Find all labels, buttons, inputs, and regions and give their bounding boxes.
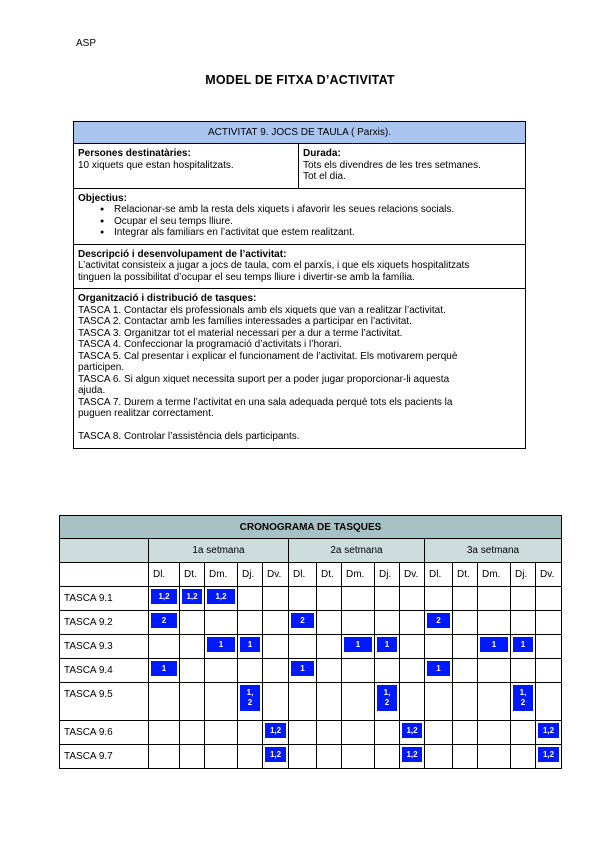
schedule-cell [511,721,536,745]
schedule-cell [205,683,238,721]
schedule-cell [180,587,205,611]
schedule-task-label: TASCA 9.6 [60,721,149,745]
schedule-cell [536,745,562,769]
schedule-cell [375,587,400,611]
schedule-cell [453,683,478,721]
schedule-cell [478,683,511,721]
schedule-cell [375,635,400,659]
schedule-cell [536,635,562,659]
task-item-continuation: puguen realitzar correctament. [78,408,214,419]
schedule-cell [536,721,562,745]
schedule-cell [238,611,263,635]
schedule-cell [238,745,263,769]
schedule-cell [317,745,342,769]
schedule-mark: 1 [344,637,372,652]
task-list [78,305,521,420]
activity-sheet [73,121,526,449]
schedule-mark: 1,2 [265,723,286,738]
schedule-cell [478,721,511,745]
schedule-cell [478,745,511,769]
day-header: Dj. [238,563,263,587]
objectives-list [100,204,521,239]
task-item: TASCA 1. Contactar els professionals amb els xiquets que van a realitzar l’activitat. [78,304,446,316]
schedule-cell [238,635,263,659]
schedule-title-row [60,516,562,539]
schedule-cell [149,659,180,683]
schedule-row [60,587,562,611]
schedule-row [60,659,562,683]
day-header: Dv. [263,563,289,587]
schedule-cell [238,683,263,721]
schedule-cell [453,745,478,769]
schedule-cell [317,683,342,721]
duration-line: Tots els divendres de les tres setmanes. [303,159,481,171]
schedule-cell [317,635,342,659]
week-3-header: 3a setmana [425,539,562,563]
task-item: TASCA 4. Confeccionar la programació d’activitats i l’horari. [78,339,342,350]
schedule-cell [149,745,180,769]
task-item-continuation: participen. [78,362,125,373]
duration-label: Durada: [303,148,341,159]
schedule-cell [400,611,425,635]
schedule-cell [342,635,375,659]
description-line: tinguen la possibilitat d’ocupar el seu temps lliure i divertir-se amb la família. [78,271,415,283]
schedule-cell [478,587,511,611]
schedule-cell [289,587,317,611]
schedule-cell [205,745,238,769]
schedule-cell [317,611,342,635]
schedule-cell [205,721,238,745]
schedule-cell [511,659,536,683]
schedule-cell [375,721,400,745]
schedule-cell [425,611,453,635]
objectives-section [74,189,525,245]
schedule-cell [289,659,317,683]
schedule-cell [149,587,180,611]
day-header: Dj. [375,563,400,587]
schedule-cell [511,635,536,659]
schedule-cell [453,721,478,745]
description-section [74,245,525,290]
schedule-cell [263,587,289,611]
schedule-cell [453,659,478,683]
schedule-task-label: TASCA 9.5 [60,683,149,721]
day-header-row [60,563,562,587]
week-header-row [60,539,562,563]
schedule-cell [205,611,238,635]
schedule-cell [149,683,180,721]
week-1-header: 1a setmana [149,539,289,563]
schedule-cell [289,611,317,635]
schedule-cell [263,745,289,769]
day-header: Dt. [453,563,478,587]
day-header: Dl. [149,563,180,587]
schedule-mark: 1,2 [182,589,202,604]
day-header: Dv. [400,563,425,587]
schedule-mark: 1 [240,637,260,652]
schedule-mark: 1,2 [538,723,559,738]
task-item: TASCA 7. Durem a terme l’activitat en una sala adequada perquè tots els pacients la [78,396,453,408]
schedule-cell [375,659,400,683]
organization-label: Organització i distribució de tasques: [78,293,257,304]
schedule-cell [205,587,238,611]
schedule-cell [342,659,375,683]
schedule-cell [400,587,425,611]
recipients-cell [74,144,299,188]
recipients-label: Persones destinatàries: [78,148,191,159]
objective-item: ● Integrar als familiars en l’activitat que estem realitzant. [100,227,521,239]
recipients-text: 10 xiquets que estan hospitalitzats. [78,159,234,171]
schedule-cell [180,635,205,659]
day-header: Dm. [205,563,238,587]
schedule-cell [478,611,511,635]
schedule-cell [205,659,238,683]
day-header-blank [60,563,149,587]
schedule-cell [238,587,263,611]
schedule-cell [478,635,511,659]
schedule-cell [180,721,205,745]
description-line: L’activitat consisteix a jugar a jocs de taula, com el parxís, i que els xiquets hospitalitzats [78,260,470,271]
schedule-mark: 1, 2 [513,685,533,711]
schedule-task-label: TASCA 9.7 [60,745,149,769]
schedule-cell [149,611,180,635]
schedule-task-label: TASCA 9.4 [60,659,149,683]
schedule-cell [400,635,425,659]
day-header: Dt. [317,563,342,587]
organization-section [74,289,525,448]
schedule-mark: 1, 2 [240,685,260,711]
day-header: Dj. [511,563,536,587]
schedule-cell [400,745,425,769]
schedule-cell [180,659,205,683]
schedule-cell [453,635,478,659]
schedule-cell [289,635,317,659]
schedule-cell [400,659,425,683]
schedule-cell [511,611,536,635]
document-title: MODEL DE FITXA D’ACTIVITAT [205,73,395,87]
schedule-cell [425,745,453,769]
schedule-cell [536,611,562,635]
schedule-cell [425,587,453,611]
schedule-row [60,635,562,659]
schedule-cell [317,587,342,611]
duration-cell [299,144,525,188]
task-item: TASCA 8. Controlar l’assistència dels participants. [78,431,300,442]
schedule-task-label: TASCA 9.2 [60,611,149,635]
schedule-mark: 1, 2 [377,685,397,711]
schedule-task-label: TASCA 9.1 [60,587,149,611]
schedule-mark: 2 [291,613,314,628]
schedule-mark: 1,2 [151,589,177,604]
schedule-task-label: TASCA 9.3 [60,635,149,659]
schedule-mark: 1,2 [538,747,559,762]
schedule-cell [511,587,536,611]
day-header: Dm. [478,563,511,587]
schedule-cell [536,659,562,683]
schedule-cell [149,635,180,659]
schedule-cell [263,635,289,659]
schedule-cell [342,587,375,611]
schedule-row [60,745,562,769]
schedule-cell [425,683,453,721]
day-header: Dl. [289,563,317,587]
schedule-cell [453,611,478,635]
week-header-blank [60,539,149,563]
schedule-cell [180,611,205,635]
schedule-cell [289,683,317,721]
schedule-cell [317,659,342,683]
schedule-title: CRONOGRAMA DE TASQUES [60,516,562,539]
task-item: TASCA 2. Contactar amb les famílies interessades a participar en l’activitat. [78,316,412,327]
schedule-mark: 1,2 [207,589,235,604]
objective-item: ● Ocupar el seu temps lliure. [100,216,521,228]
schedule-cell [263,611,289,635]
schedule-cell [342,611,375,635]
schedule-mark: 2 [151,613,177,628]
schedule-mark: 1 [291,661,314,676]
schedule-mark: 1 [377,637,397,652]
schedule-mark: 1 [207,637,235,652]
activity-title: ACTIVITAT 9. JOCS DE TAULA ( Parxis). [74,122,525,144]
schedule-row [60,683,562,721]
task-item: TASCA 5. Cal presentar i explicar el funcionament de l’activitat. Els motivarem perquè [78,350,458,362]
schedule-table [59,515,562,769]
document-code: ASP [76,38,97,49]
schedule-cell [375,745,400,769]
schedule-cell [238,721,263,745]
objectives-label: Objectius: [78,192,127,204]
schedule-row [60,721,562,745]
schedule-mark: 1,2 [402,723,422,738]
schedule-cell [289,745,317,769]
schedule-cell [400,721,425,745]
schedule-cell [149,721,180,745]
schedule-mark: 1,2 [265,747,286,762]
schedule-cell [375,683,400,721]
schedule-mark: 1 [151,661,177,676]
schedule-mark: 1 [513,637,533,652]
schedule-cell [511,683,536,721]
schedule-cell [342,721,375,745]
schedule-cell [263,683,289,721]
schedule-cell [238,659,263,683]
schedule-cell [425,635,453,659]
day-header: Dv. [536,563,562,587]
schedule-cell [180,683,205,721]
schedule-cell [289,721,317,745]
schedule-mark: 2 [427,613,450,628]
day-header: Dt. [180,563,205,587]
day-header: Dm. [342,563,375,587]
task-spacer [78,420,521,432]
schedule-cell [536,587,562,611]
schedule-cell [263,659,289,683]
schedule-cell [205,635,238,659]
task-item: TASCA 3. Organitzar tot el material necessari per a dur a terme l’activitat. [78,327,403,339]
schedule-cell [400,683,425,721]
schedule-cell [511,745,536,769]
description-label: Descripció i desenvolupament de l’activitat: [78,248,287,260]
objective-item: ● Relacionar-se amb la resta dels xiquets i afavorir les seues relacions socials. [100,204,521,216]
schedule-cell [180,745,205,769]
schedule-cell [453,587,478,611]
schedule-cell [342,745,375,769]
recipients-duration-row [74,144,525,189]
schedule-cell [317,721,342,745]
schedule-cell [342,683,375,721]
schedule-row [60,611,562,635]
schedule-mark: 1,2 [402,747,422,762]
schedule-mark: 1 [427,661,450,676]
schedule-cell [478,659,511,683]
task-item-continuation: ajuda. [78,385,106,396]
schedule-cell [425,659,453,683]
schedule-cell [375,611,400,635]
duration-line: Tot el dia. [303,171,346,182]
task-item: TASCA 6. Si algun xiquet necessita suport per a poder jugar proporcionar-li aquesta [78,373,450,385]
day-header: Dl. [425,563,453,587]
week-2-header: 2a setmana [289,539,425,563]
schedule-mark: 1 [480,637,508,652]
schedule-cell [536,683,562,721]
schedule-cell [425,721,453,745]
schedule-cell [263,721,289,745]
